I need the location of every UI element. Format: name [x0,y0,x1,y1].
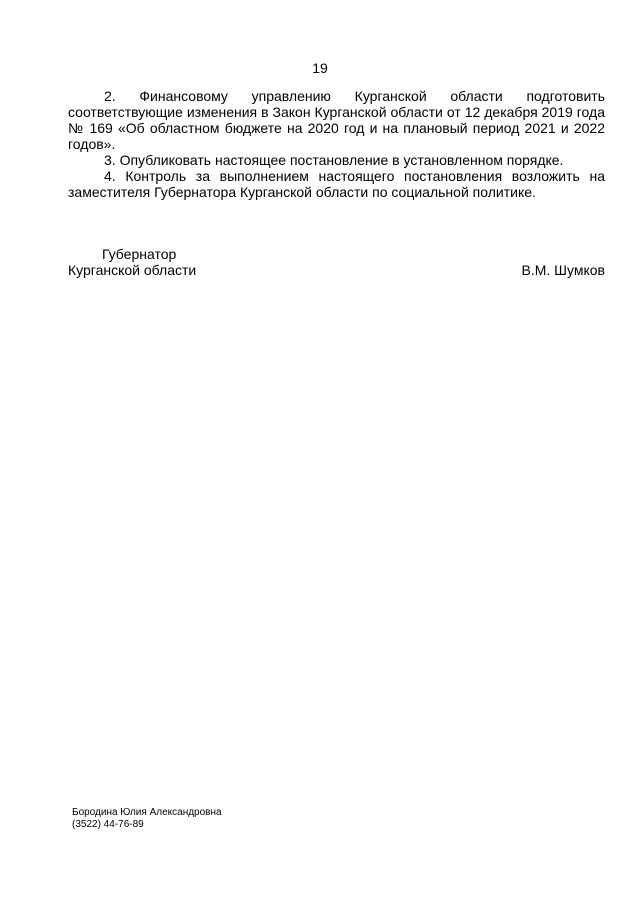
document-body [68,88,605,200]
signatory-title-line1: Губернатор [102,246,177,262]
executor-name: Бородина Юлия Александровна [72,807,222,818]
paragraph-item-4: 4. Контроль за выполнением настоящего постановления возложить на заместителя Губернатора Курганской области по социальной политике. [68,168,605,200]
signatory-title-line2: Курганской области [68,262,197,278]
paragraph-item-2: 2. Финансовому управлению Курганской области подготовить соответствующие изменения в Закон Курганской области от 12 декабря 2019 года № 169 «Об областном бюджете на 2020 год и на плановый период 2021 и 2022 годов». [68,88,605,152]
signatory-name: В.М. Шумков [521,262,605,278]
paragraph-item-3: 3. Опубликовать настоящее постановление в установленном порядке. [104,152,564,168]
page-number: 19 [312,60,328,76]
executor-phone: (3522) 44-76-89 [72,819,144,830]
signature-row [68,262,605,278]
executor-footer [72,807,222,831]
signature-block [68,246,605,278]
